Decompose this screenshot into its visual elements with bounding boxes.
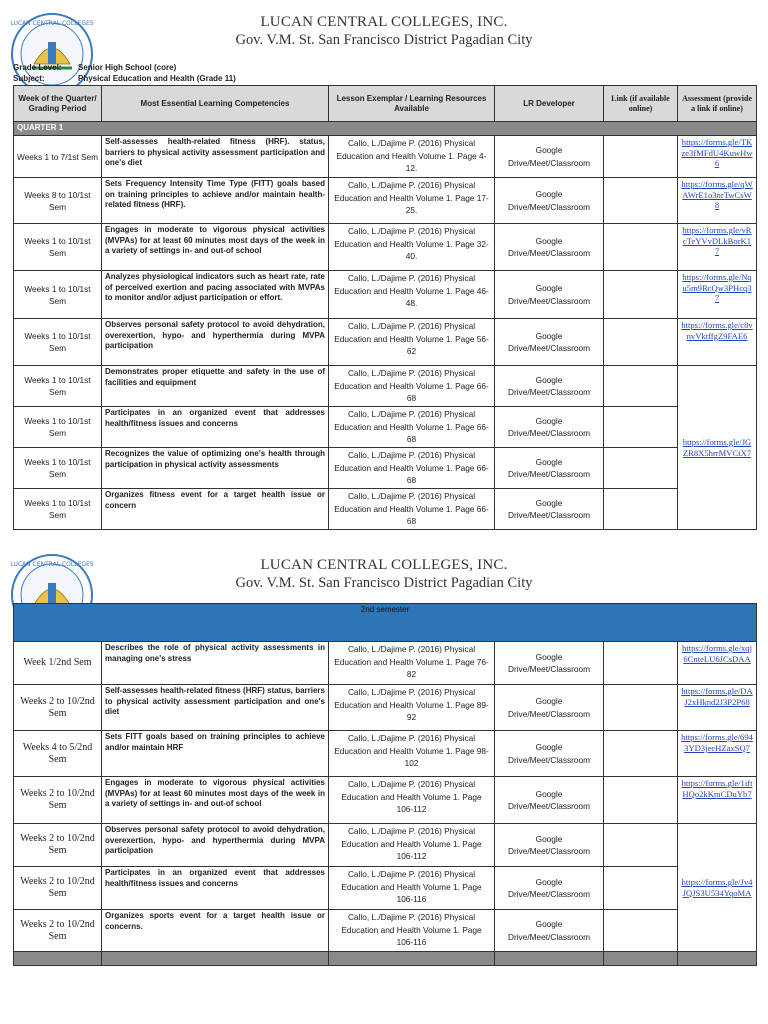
resource-cell: Callo, L./Dajime P. (2016) Physical Education and Health Volume 1. Page 66-68 <box>329 489 495 530</box>
table-row <box>14 489 757 530</box>
week-cell: Weeks 1 to 10/1st Sem <box>14 407 102 448</box>
competency-cell: Describes the role of physical activity assessments in managing one's stress <box>102 642 329 685</box>
assessment-cell <box>678 319 757 366</box>
week-cell: Weeks 1 to 10/1st Sem <box>14 489 102 530</box>
link-cell <box>604 685 678 731</box>
competency-cell: Observes personal safety protocol to avoid dehydration, overexertion, hypo- and hyperthermia during MVPA participation <box>102 824 329 867</box>
school-name: LUCAN CENTRAL COLLEGES, INC. <box>260 14 508 30</box>
developer-cell: Google Drive/Meet/Classroom <box>495 271 604 319</box>
week-cell: Weeks 1 to 10/1st Sem <box>14 271 102 319</box>
competency-cell: Engages in moderate to vigorous physical activities (MVPAs) for at least 60 minutes most days of the week in a variety of settings in- and out-of school <box>102 224 329 271</box>
link-cell <box>604 910 678 952</box>
competency-cell: Organizes sports event for a target health issue or concerns. <box>102 910 329 952</box>
competency-cell: Analyzes physiological indicators such as heart rate, rate of perceived exertion and pacing associated with MVPAs to monitor and/or adjust participation or effort. <box>102 271 329 319</box>
competency-cell: Demonstrates proper etiquette and safety in the use of facilities and equipment <box>102 366 329 407</box>
table-row <box>14 407 757 448</box>
resource-cell: Callo, L./Dajime P. (2016) Physical Education and Health Volume 1. Page 66-68 <box>329 366 495 407</box>
header-week: Week of the Quarter/ Grading Period <box>14 86 102 122</box>
assessment-cell <box>678 642 757 685</box>
table-row <box>14 271 757 319</box>
competency-cell: Self-assesses health-related fitness (HRF) status, barriers to physical activity assessment participation and one's diet <box>102 685 329 731</box>
link-cell <box>604 777 678 824</box>
link-cell <box>604 867 678 910</box>
table-row <box>14 731 757 777</box>
week-cell: Weeks 1 to 10/1st Sem <box>14 224 102 271</box>
developer-cell: Google Drive/Meet/Classroom <box>495 489 604 530</box>
developer-cell: Google Drive/Meet/Classroom <box>495 178 604 224</box>
footer-cell <box>495 952 604 966</box>
link-cell <box>604 178 678 224</box>
resource-cell: Callo, L./Dajime P. (2016) Physical Education and Health Volume 1. Page 66-68 <box>329 448 495 489</box>
lesson-plan-table-q1 <box>13 85 757 530</box>
resource-cell: Callo, L./Dajime P. (2016) Physical Education and Health Volume 1. Page 106-116 <box>329 867 495 910</box>
assessment-cell <box>678 685 757 731</box>
table-row <box>14 178 757 224</box>
header-competencies: Most Essential Learning Competencies <box>102 86 329 122</box>
table-row <box>14 824 757 867</box>
semester-label <box>14 604 757 642</box>
table-footer-row <box>14 952 757 966</box>
assessment-link[interactable]: https://forms.gle/Jv4JQJS3U534YqoMA <box>681 877 753 898</box>
link-cell <box>604 824 678 867</box>
competency-cell: Observes personal safety protocol to avoid dehydration, overexertion, hypo- and hyperthermia during MVPA participation <box>102 319 329 366</box>
link-cell <box>604 489 678 530</box>
developer-cell: Google Drive/Meet/Classroom <box>495 136 604 178</box>
resource-cell: Callo, L./Dajime P. (2016) Physical Education and Health Volume 1. Page 4-12. <box>329 136 495 178</box>
assessment-link[interactable]: https://forms.gle/vRcTeYVvDLkBorK17 <box>682 225 752 256</box>
assessment-link[interactable]: https://forms.gle/qWAWrE1o3nrTwCsW8 <box>681 179 753 210</box>
footer-cell <box>102 952 329 966</box>
assessment-cell <box>678 271 757 319</box>
week-cell: Weeks 4 to 5/2nd Sem <box>14 731 102 777</box>
developer-cell: Google Drive/Meet/Classroom <box>495 777 604 824</box>
table-row <box>14 224 757 271</box>
week-cell: Weeks 1 to 10/1st Sem <box>14 366 102 407</box>
resource-cell: Callo, L./Dajime P. (2016) Physical Education and Health Volume 1. Page 66-68 <box>329 407 495 448</box>
link-cell <box>604 271 678 319</box>
svg-text:LUCAN CENTRAL COLLEGES: LUCAN CENTRAL COLLEGES <box>10 20 94 27</box>
developer-cell: Google Drive/Meet/Classroom <box>495 867 604 910</box>
resource-cell: Callo, L./Dajime P. (2016) Physical Education and Health Volume 1. Page 98-102 <box>329 731 495 777</box>
developer-cell: Google Drive/Meet/Classroom <box>495 448 604 489</box>
table-row <box>14 685 757 731</box>
developer-cell: Google Drive/Meet/Classroom <box>495 910 604 952</box>
link-cell <box>604 224 678 271</box>
assessment-cell <box>678 224 757 271</box>
week-cell: Weeks 2 to 10/2nd Sem <box>14 867 102 910</box>
assessment-cell <box>678 777 757 824</box>
week-cell: Weeks 2 to 10/2nd Sem <box>14 777 102 824</box>
assessment-cell <box>678 731 757 777</box>
assessment-link[interactable]: https://forms.gle/6943YD3jeeHZaxSQ7 <box>681 732 753 753</box>
resource-cell: Callo, L./Dajime P. (2016) Physical Education and Health Volume 1. Page 56-62 <box>329 319 495 366</box>
resource-cell: Callo, L./Dajime P. (2016) Physical Education and Health Volume 1. Page 106-112 <box>329 777 495 824</box>
footer-cell <box>14 952 102 966</box>
footer-cell <box>678 952 757 966</box>
week-cell: Weeks 1 to 7/1st Sem <box>14 136 102 178</box>
resource-cell: Callo, L./Dajime P. (2016) Physical Education and Health Volume 1. Page 76-82 <box>329 642 495 685</box>
subject-label: Subject: <box>13 74 45 83</box>
competency-cell: Participates in an organized event that addresses health/fitness issues and concerns <box>102 407 329 448</box>
quarter-label: QUARTER 1 <box>14 122 757 136</box>
assessment-cell-merged <box>678 366 757 530</box>
header-assessment: Assessment (provide a link if online) <box>678 86 757 122</box>
assessment-link[interactable]: https://forms.gle/TKze3fMFdU4KuwHw6 <box>681 137 753 168</box>
table-row <box>14 910 757 952</box>
developer-cell: Google Drive/Meet/Classroom <box>495 319 604 366</box>
link-cell <box>604 366 678 407</box>
week-cell: Weeks 1 to 10/1st Sem <box>14 319 102 366</box>
link-cell <box>604 731 678 777</box>
link-cell <box>604 642 678 685</box>
header-developer: LR Developer <box>495 86 604 122</box>
table-row <box>14 777 757 824</box>
competency-cell: Organizes fitness event for a target health issue or concern <box>102 489 329 530</box>
link-cell <box>604 136 678 178</box>
subject-value: Physical Education and Health (Grade 11) <box>78 74 236 83</box>
resource-cell: Callo, L./Dajime P. (2016) Physical Education and Health Volume 1. Page 17-25. <box>329 178 495 224</box>
week-cell: Weeks 1 to 10/1st Sem <box>14 448 102 489</box>
assessment-link[interactable]: https://forms.gle/DAJ2xHknd2J3P2P68 <box>681 686 753 707</box>
assessment-cell <box>678 136 757 178</box>
assessment-link[interactable]: https://forms.gle/1iftHQo2kKmCDuYb7 <box>681 778 753 799</box>
lesson-plan-table-sem2 <box>13 603 757 966</box>
table-row <box>14 136 757 178</box>
resource-cell: Callo, L./Dajime P. (2016) Physical Education and Health Volume 1. Page 32-40. <box>329 224 495 271</box>
week-cell: Weeks 2 to 10/2nd Sem <box>14 824 102 867</box>
competency-cell: Engages in moderate to vigorous physical activities (MVPAs) for at least 60 minutes most days of the week in a variety of settings in- and out-of school <box>102 777 329 824</box>
header-link: Link (if available online) <box>604 86 678 122</box>
table-row <box>14 642 757 685</box>
link-cell <box>604 319 678 366</box>
footer-cell <box>329 952 495 966</box>
table-row <box>14 867 757 910</box>
school-name: LUCAN CENTRAL COLLEGES, INC. <box>260 557 508 573</box>
school-address: Gov. V.M. St. San Francisco District Pagadian City <box>235 575 533 591</box>
resource-cell: Callo, L./Dajime P. (2016) Physical Education and Health Volume 1. Page 46-48. <box>329 271 495 319</box>
resource-cell: Callo, L./Dajime P. (2016) Physical Education and Health Volume 1. Page 106-116 <box>329 910 495 952</box>
competency-cell: Participates in an organized event that addresses health/fitness issues and concerns <box>102 867 329 910</box>
assessment-link[interactable]: https://forms.gle/JGZR8X5hrrMVCtX7 <box>682 437 752 458</box>
assessment-link[interactable]: https://forms.gle/c8vnvVktffgZ9FAE6 <box>681 320 753 341</box>
school-address: Gov. V.M. St. San Francisco District Pagadian City <box>235 32 533 48</box>
table-row <box>14 366 757 407</box>
assessment-link[interactable]: https://forms.gle/Nqu5m9RcQw3PHcq37 <box>682 272 752 303</box>
developer-cell: Google Drive/Meet/Classroom <box>495 407 604 448</box>
assessment-link[interactable]: https://forms.gle/xqj6CnteLU6JCsDAA <box>682 643 752 664</box>
table-row <box>14 448 757 489</box>
table-row <box>14 319 757 366</box>
assessment-cell-merged <box>678 824 757 952</box>
svg-text:LUCAN CENTRAL COLLEGES: LUCAN CENTRAL COLLEGES <box>10 561 94 568</box>
competency-cell: Sets FITT goals based on training principles to achieve and/or maintain HRF <box>102 731 329 777</box>
competency-cell: Self-assesses health-related fitness (HRF). status, barriers to physical activity assessment participation and one's diet <box>102 136 329 178</box>
competency-cell: Recognizes the value of optimizing one's health through participation in physical activity assessments <box>102 448 329 489</box>
link-cell <box>604 448 678 489</box>
week-cell: Week 1/2nd Sem <box>14 642 102 685</box>
link-cell <box>604 407 678 448</box>
week-cell: Weeks 2 to 10/2nd Sem <box>14 685 102 731</box>
resource-cell: Callo, L./Dajime P. (2016) Physical Education and Health Volume 1. Page 106-112 <box>329 824 495 867</box>
semester-label-text: 2nd semester <box>360 605 410 614</box>
footer-cell <box>604 952 678 966</box>
developer-cell: Google Drive/Meet/Classroom <box>495 685 604 731</box>
developer-cell: Google Drive/Meet/Classroom <box>495 224 604 271</box>
resource-cell: Callo, L./Dajime P. (2016) Physical Education and Health Volume 1. Page 89-92 <box>329 685 495 731</box>
developer-cell: Google Drive/Meet/Classroom <box>495 366 604 407</box>
assessment-cell <box>678 178 757 224</box>
week-cell: Weeks 8 to 10/1st Sem <box>14 178 102 224</box>
developer-cell: Google Drive/Meet/Classroom <box>495 642 604 685</box>
competency-cell: Sets Frequency Intensity Time Type (FITT) goals based on training principles to achieve and/or maintain health-related fitness (HRF). <box>102 178 329 224</box>
developer-cell: Google Drive/Meet/Classroom <box>495 824 604 867</box>
developer-cell: Google Drive/Meet/Classroom <box>495 731 604 777</box>
week-cell: Weeks 2 to 10/2nd Sem <box>14 910 102 952</box>
grade-level-value: Senior High School (core) <box>78 63 177 72</box>
header-lesson: Lesson Exemplar / Learning Resources Available <box>329 86 495 122</box>
grade-level-label: Grade Level: <box>13 63 62 72</box>
